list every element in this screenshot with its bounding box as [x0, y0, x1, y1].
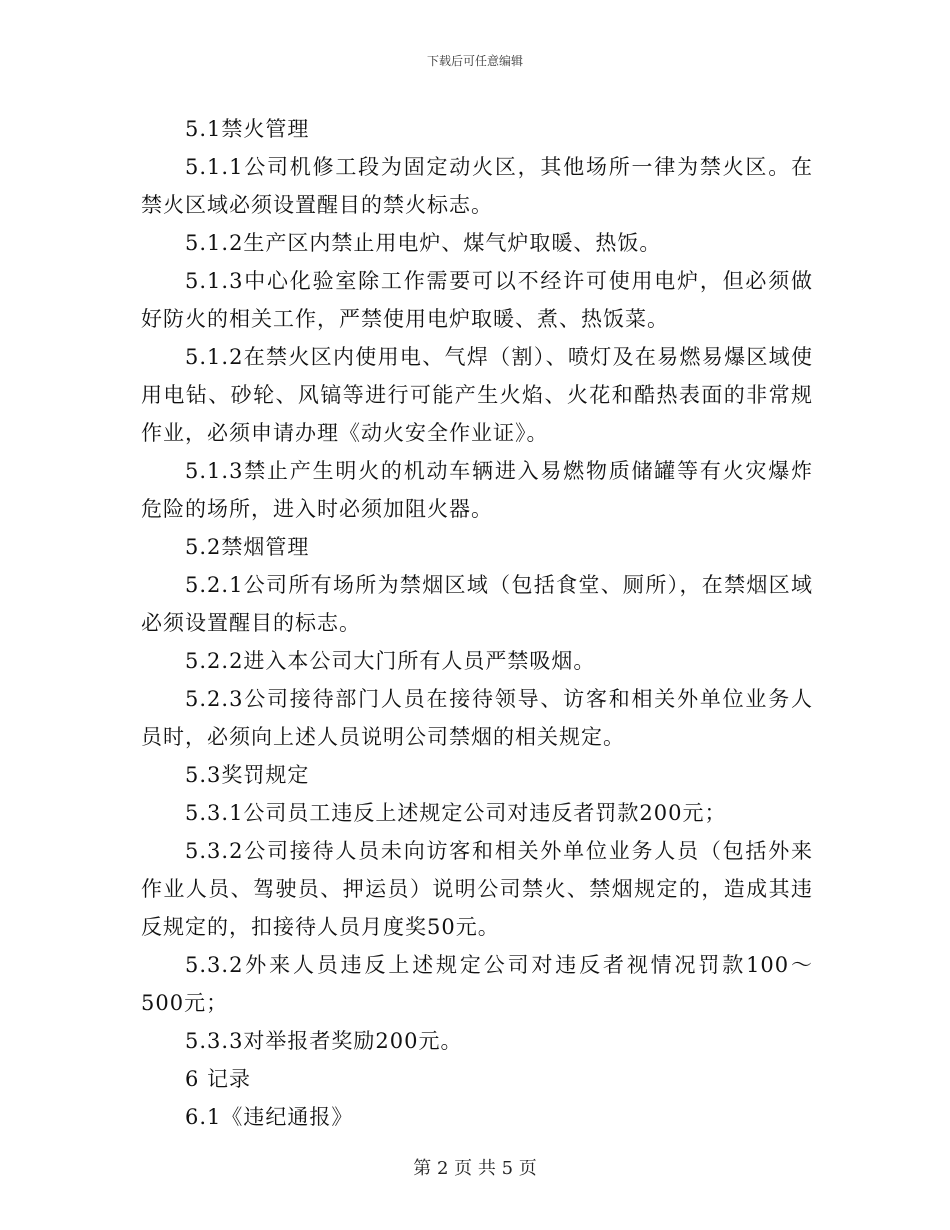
clause-5-1-1: 5.1.1公司机修工段为固定动火区，其他场所一律为禁火区。在禁火区域必须设置醒目的禁火标志。	[141, 155, 813, 217]
section-heading-5-3: 5.3奖罚规定	[185, 763, 310, 787]
page-header: 下载后可任意编辑	[426, 54, 523, 68]
clause-5-3-2-a: 5.3.2公司接待人员未向访客和相关外单位业务人员（包括外来作业人员、驾驶员、押运员）说明公司禁火、禁烟规定的，造成其违反规定的，扣接待人员月度奖50元。	[141, 839, 813, 939]
clause-5-2-1: 5.2.1公司所有场所为禁烟区域（包括食堂、厕所），在禁烟区域必须设置醒目的标志。	[141, 573, 813, 635]
page-footer: 第 2 页 共 5 页	[413, 1158, 537, 1179]
clause-5-3-2-b: 5.3.2外来人员违反上述规定公司对违反者视情况罚款100～500元；	[141, 953, 813, 1015]
clause-5-2-2: 5.2.2进入本公司大门所有人员严禁吸烟。	[185, 649, 596, 673]
section-heading-6: 6 记录	[185, 1067, 252, 1091]
section-heading-5-2: 5.2禁烟管理	[185, 535, 310, 559]
clause-5-1-2-a: 5.1.2生产区内禁止用电炉、煤气炉取暖、热饭。	[185, 231, 662, 255]
clause-5-3-3: 5.3.3对举报者奖励200元。	[185, 1029, 463, 1053]
clause-5-2-3: 5.2.3公司接待部门人员在接待领导、访客和相关外单位业务人员时，必须向上述人员说明公司禁烟的相关规定。	[141, 687, 813, 749]
section-heading-5-1: 5.1禁火管理	[185, 117, 310, 141]
clause-5-3-1: 5.3.1公司员工违反上述规定公司对违反者罚款200元；	[185, 801, 727, 825]
clause-5-1-3-b: 5.1.3禁止产生明火的机动车辆进入易燃物质储罐等有火灾爆炸危险的场所，进入时必须加阻火器。	[141, 459, 813, 521]
clause-6-1: 6.1《违纪通报》	[185, 1105, 354, 1129]
clause-5-1-3-a: 5.1.3中心化验室除工作需要可以不经许可使用电炉，但必须做好防火的相关工作，严禁使用电炉取暖、煮、热饭菜。	[141, 269, 813, 331]
document-body	[141, 110, 813, 1136]
clause-5-1-2-b: 5.1.2在禁火区内使用电、气焊（割）、喷灯及在易燃易爆区域使用电钻、砂轮、风镐等进行可能产生火焰、火花和酷热表面的非常规作业，必须申请办理《动火安全作业证》。	[141, 345, 813, 445]
